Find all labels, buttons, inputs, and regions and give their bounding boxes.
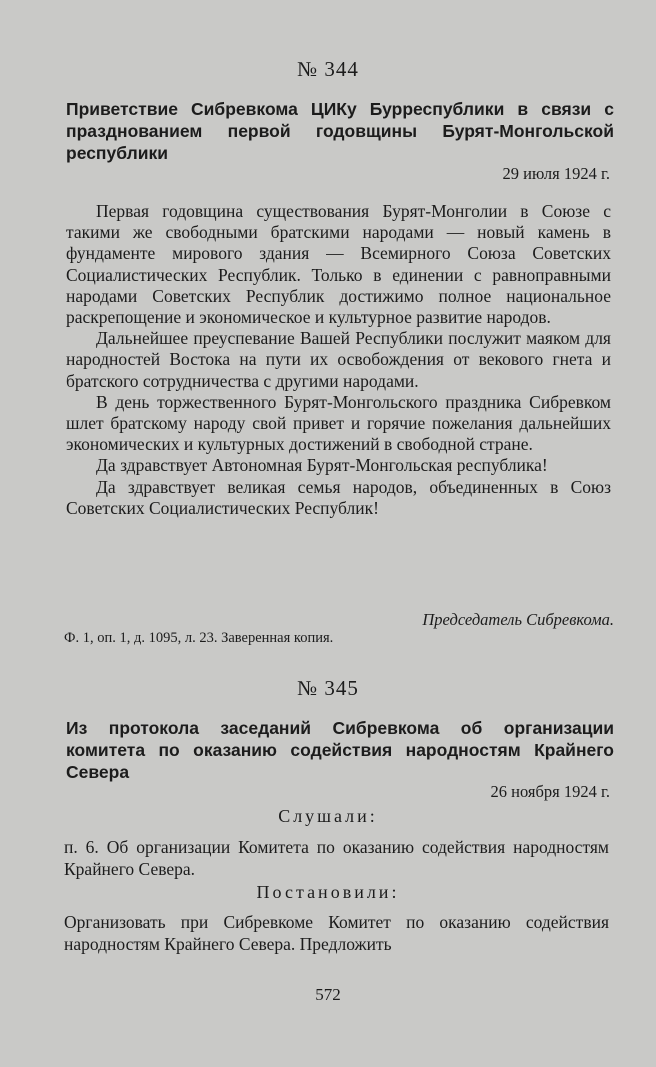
document-date: 26 ноября 1924 г. (490, 782, 610, 801)
signature: Председатель Сибревкома. (422, 610, 614, 629)
document-date: 29 июля 1924 г. (502, 164, 610, 183)
document-body (66, 201, 611, 519)
document-number: № 345 (297, 676, 359, 700)
page-number: 572 (315, 985, 341, 1004)
document-title: Приветствие Сибревкома ЦИКу Бурреспублики в связи с празднованием первой годовщины Бурят-Монгольской республики (66, 99, 614, 163)
paragraph: Да здравствует великая семья народов, объединенных в Союз Советских Социалистических Республик! (66, 476, 611, 518)
heard-heading: Слушали: (278, 806, 378, 826)
document-number: № 344 (297, 57, 359, 81)
resolved-heading: Постановили: (256, 882, 400, 902)
archive-reference: Ф. 1, оп. 1, д. 1095, л. 23. Заверенная копия. (64, 630, 334, 646)
heard-text: п. 6. Об организации Комитета по оказанию содействия народностям Крайнего Севера. (64, 837, 609, 879)
resolved-text: Организовать при Сибревкоме Комитет по оказанию содействия народностям Крайнего Севера. Предложить (64, 912, 609, 954)
paragraph: Да здравствует Автономная Бурят-Монгольская республика! (96, 455, 548, 476)
paragraph: В день торжественного Бурят-Монгольского праздника Сибревком шлет братскому народу свой привет и горячие пожелания дальнейших экономических и культурных достижений в свободной стране. (66, 391, 611, 455)
paragraph: Первая годовщина существования Бурят-Монголии в Союзе с такими же свободными братскими народами — новый камень в фундаменте мирового здания — Всемирного Союза Советских Социалистических Республик. Только в единении с равноправными народами Советских Республик достижимо полное национальное раскрепощение и экономическое и культурное развитие народов. (66, 201, 611, 328)
paragraph: Дальнейшее преуспевание Вашей Республики послужит маяком для народностей Востока на пути их освобождения от векового гнета и братского сотрудничества с другими народами. (66, 328, 611, 391)
document-title: Из протокола заседаний Сибревкома об организации комитета по оказанию содействия народностям Крайнего Севера (66, 718, 614, 782)
